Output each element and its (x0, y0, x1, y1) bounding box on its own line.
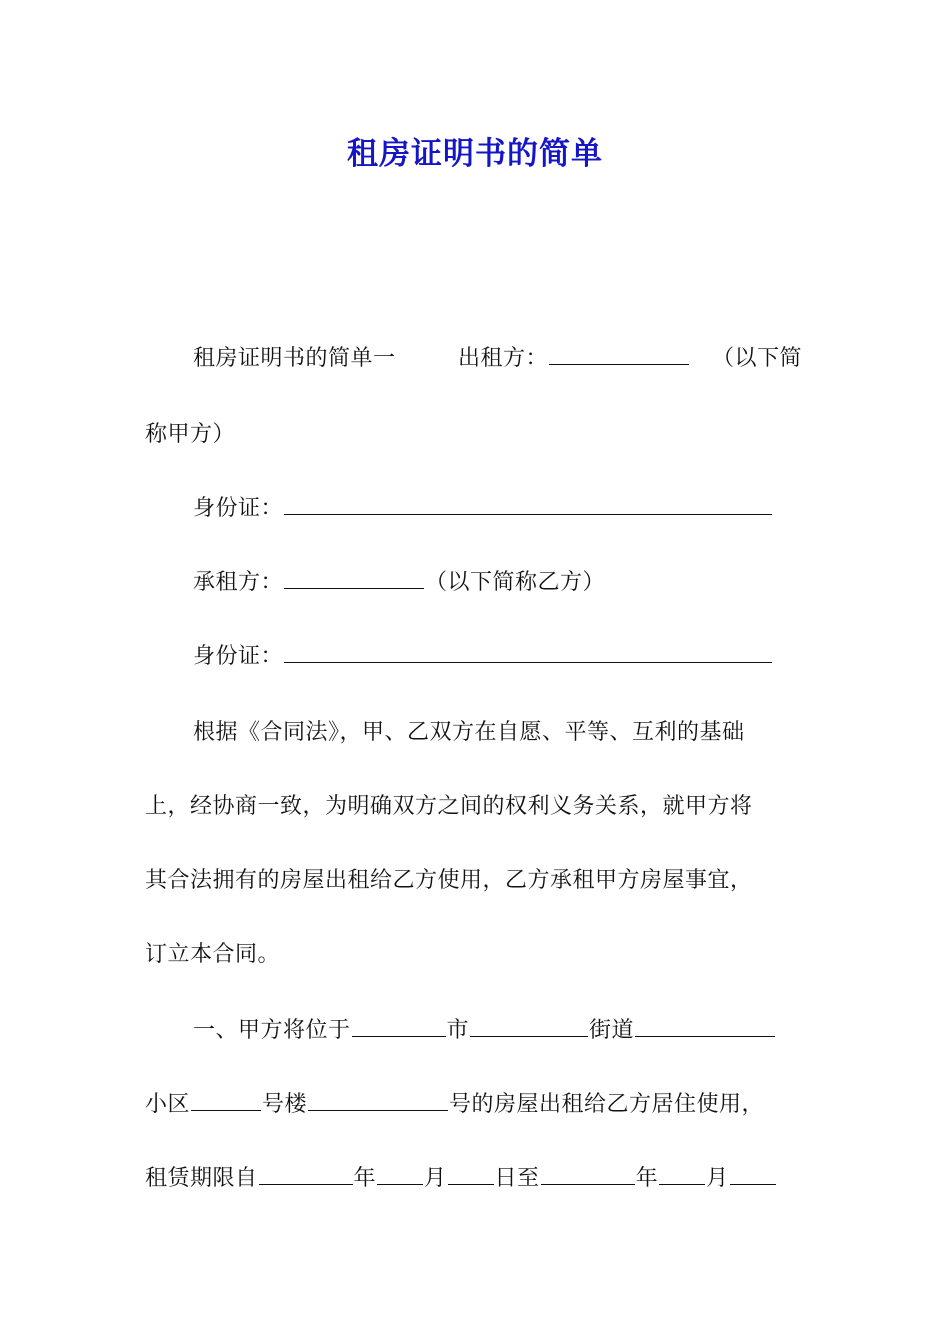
end-day-blank (730, 1164, 776, 1185)
body-line-1: 根据《合同法》，甲、乙双方在自愿、平等、互利的基础 (193, 720, 745, 745)
building-blank (308, 1090, 448, 1111)
clause-1-text-c: 街道 (589, 1018, 635, 1043)
lessee-note: （以下简称乙方） (425, 570, 606, 595)
lessor-note-text-2: 称甲方） (145, 422, 236, 447)
lease-term-label: 租赁期限自 (145, 1166, 258, 1191)
clause-1-text-d: 小区 (145, 1092, 191, 1117)
start-year-label: 年 (353, 1166, 377, 1191)
lessor-id-blank (284, 494, 772, 515)
clause-1-text-f: 号的房屋出租给乙方居住使用， (449, 1092, 765, 1117)
lessee-label: 承租方： (193, 570, 284, 595)
clause-1-text-e: 号楼 (262, 1092, 308, 1117)
lessor-field (458, 344, 690, 374)
clause-1-line-2 (145, 1090, 764, 1120)
lessor-note-continued (145, 420, 235, 450)
clause-1-line-3 (145, 1164, 777, 1194)
lessee-field (193, 568, 605, 598)
lessee-id-blank (284, 642, 772, 663)
start-year-blank (259, 1164, 353, 1185)
street-detail-blank (635, 1016, 775, 1037)
city-blank (352, 1016, 446, 1037)
end-year-blank (541, 1164, 635, 1185)
start-month-label: 月 (424, 1166, 447, 1191)
end-month-label: 月 (706, 1166, 729, 1191)
lessor-blank (549, 344, 689, 365)
lessor-id-field (193, 494, 773, 524)
clause-1-line-1 (193, 1016, 776, 1046)
body-line-3: 其合法拥有的房屋出租给乙方使用，乙方承租甲方房屋事宜， (145, 868, 753, 893)
paragraph-lessor-line (193, 344, 396, 374)
lessor-note (712, 344, 802, 374)
street-blank (470, 1016, 588, 1037)
end-month-blank (659, 1164, 705, 1185)
lessor-note-text: （以下简 (712, 346, 803, 371)
clause-1-text-b: 市 (446, 1018, 470, 1043)
section-heading: 租房证明书的简单一 (193, 346, 396, 371)
community-blank (191, 1090, 261, 1111)
lessee-blank (284, 568, 424, 589)
body-line-4: 订立本合同。 (145, 942, 281, 967)
start-day-blank (448, 1164, 494, 1185)
start-month-blank (377, 1164, 423, 1185)
clause-1-text-a: 一、甲方将位于 (193, 1018, 351, 1043)
start-day-label: 日至 (494, 1166, 540, 1191)
document-title: 租房证明书的简单 (347, 136, 603, 172)
lessor-label: 出租方： (458, 346, 549, 371)
body-line-2: 上，经协商一致，为明确双方之间的权利义务关系，就甲方将 (145, 794, 753, 819)
lessee-id-field (193, 642, 773, 672)
end-year-label: 年 (635, 1166, 659, 1191)
lessee-id-label: 身份证： (193, 644, 284, 669)
lessor-id-label: 身份证： (193, 496, 284, 521)
